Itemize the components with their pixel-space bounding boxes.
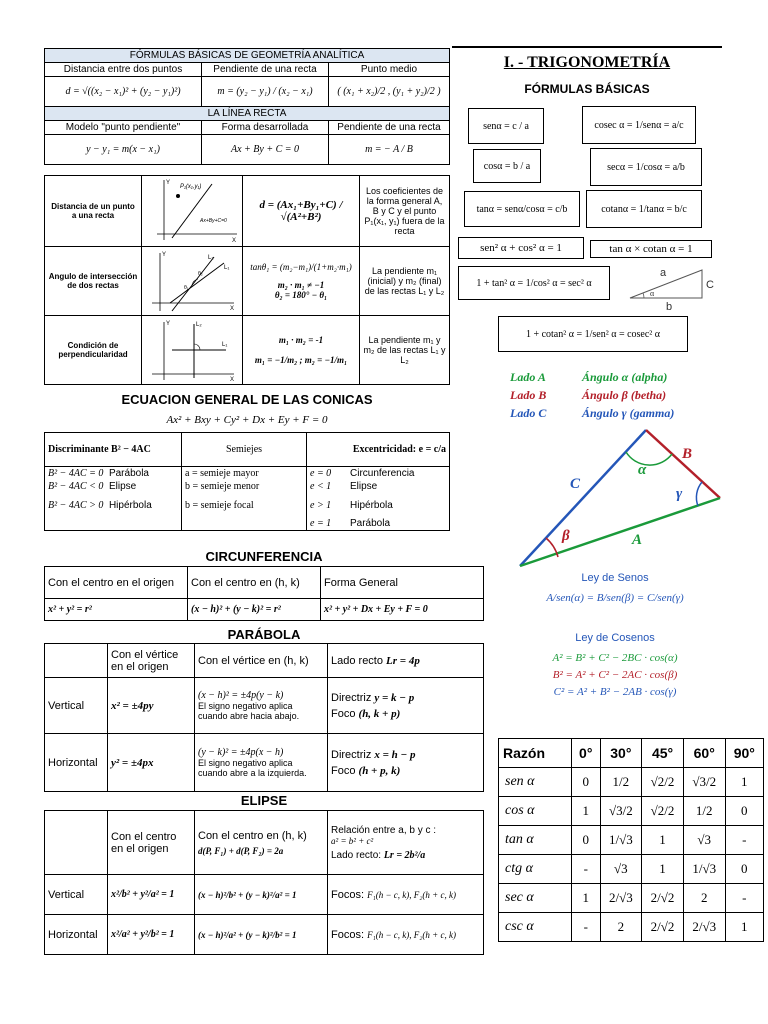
table-header-90: 90° [725,739,763,768]
conic-econd: e < 1 [310,481,332,492]
ratio-value: 1 [642,826,684,855]
parabola-title: PARÁBOLA [227,627,301,642]
law-of-cosines-title: Ley de Cosenos [575,632,655,644]
ellipse-relation-formula: a² = b² + c² [331,835,374,846]
right-triangle-diagram [626,262,720,312]
parabola-vertical-vertex [195,678,328,734]
sin-definition: senα = c / a [468,108,544,144]
ellipse-origin-header: Con el centro en el origen [108,811,195,875]
triangle-alpha: α [638,462,647,478]
ellipse-definition: d(P, F₁) + d(P, F₂) = 2a [198,845,284,856]
oblique-triangle-diagram [506,418,728,574]
ellipse-vertical-label: Vertical [45,875,108,915]
intersection-angle-note: La pendiente m₁ (inicial) y m₂ (final) de las rectas L₁ y L₂ [360,247,450,316]
ratio-value: 0 [725,855,763,884]
ratio-value: √2/2 [642,797,684,826]
table-row [499,884,764,913]
line-slope-formula: m = − A / B [329,135,450,165]
parabola-horizontal-formula: (y − k)² = ±4p(x − h) [198,747,284,758]
ellipse-center-header: Con el centro en (h, k) [198,829,307,842]
conic-row-4-ecc [307,517,450,531]
circle-center-header: Con el centro en (h, k) [188,567,321,599]
triangle-side-a: A [632,532,643,548]
ratio-value: 1/√3 [683,855,725,884]
ellipse-horizontal-center: (x − h)²/a² + (y − k)²/b² = 1 [195,915,328,955]
perpendicular-formulas [243,316,360,385]
conic-semi: a = semieje mayor [182,467,307,481]
point-line-distance-diagram [142,176,243,247]
ratio-value: √3 [683,826,725,855]
ellipse-horizontal-label: Horizontal [45,915,108,955]
circle-title: CIRCUNFERENCIA [205,549,323,564]
directrix-formula: y = k − p [374,691,415,704]
ratio-value: 1 [725,913,763,942]
focus-formula: (h + p, k) [358,764,401,777]
svg-text:X: X [230,306,235,312]
focus-label: Foco [331,764,356,777]
ratio-value: 1 [572,797,601,826]
svg-text:θ₁: θ₁ [184,285,189,291]
side-a-label: Lado A [510,370,546,384]
svg-text:X: X [230,377,235,382]
triangle-side-b: B [682,446,693,462]
circle-origin-header: Con el centro en el origen [45,567,188,599]
cos-definition: cosα = b / a [473,149,541,183]
conic-name: Parábola [108,468,149,479]
focus-formula: (h, k + p) [358,707,401,720]
point-slope-formula: y − y₁ = m(x − x₁) [45,135,202,165]
conic-name: Hipérbola [108,499,152,511]
parabola-horizontal-vertex [195,734,328,792]
ratio-value: 2 [683,884,725,913]
table-header-60: 60° [683,739,725,768]
general-form-header: Forma desarrollada [202,121,329,135]
ellipse-vertical-origin: x²/b² + y²/a² = 1 [108,875,195,915]
angle-gamma-label: Ángulo γ (gamma) [582,406,675,420]
law-of-cosines-1: A² = B² + C² − 2BC · cos(α) [552,652,678,664]
ratio-value: 2/√2 [642,913,684,942]
tan-sec-identity: 1 + tan² α = 1/cos² α = sec² α [458,266,610,300]
parabola-horizontal-note: El signo negativo aplica cuando abre a la izquierda. [198,758,307,778]
distance-formula: d = √((x₂ − x₁)² + (y₂ − y₁)²) [45,77,202,107]
ellipse-title: ELIPSE [240,793,288,808]
svg-text:L₁: L₁ [224,265,230,271]
conic-row-3-ecc [307,493,450,517]
triangle-gamma: γ [676,486,683,502]
ratio-value: 2 [600,913,642,942]
conic-row-1-ecc [307,467,450,481]
foci-label: Focos: [331,928,365,941]
ellipse-vertical-foci [328,875,484,915]
triangle-a-label: a [660,267,667,279]
point-line-distance-formula: d = (Ax₁+By₁+C) / √(A²+B²) [243,176,360,247]
semiaxes-header: Semiejes [182,433,307,467]
point-line-distance-label: Distancia de un punto a una recta [45,176,142,247]
ratio-value: 2/√2 [642,884,684,913]
circle-origin-formula: x² + y² = r² [45,599,188,621]
ratio-value: 0 [572,826,601,855]
circle-center-formula: (x − h)² + (y − k)² = r² [188,599,321,621]
triangle-beta: β [562,528,570,544]
ratio-value: 2/√3 [600,884,642,913]
geometry-section [44,48,450,385]
foci-formula: F₁(h − c, k), F₂(h + c, k) [367,929,456,940]
perpendicular-graph [142,316,242,382]
ratio-value: 1/2 [683,797,725,826]
conic-ename: Elipse [350,481,378,492]
ellipse-table [44,810,484,955]
svg-text:L₂: L₂ [208,255,214,261]
perpendicular-slopes: m₁ = −1/m₂ ; m₂ = −1/m₁ [254,355,348,365]
theta2-formula: θ₂ = 180° − θ₁ [274,290,328,300]
focus-label: Foco [331,707,356,720]
tan-definition: tanα = senα/cosα = c/b [464,191,580,227]
trig-values-table [498,738,764,942]
law-of-sines-formula: A/sen(α) = B/sen(β) = C/sen(γ) [546,592,684,604]
midpoint-header: Punto medio [329,63,450,77]
parabola-horizontal-origin: y² = ±4px [108,734,195,792]
parabola-corner [45,644,108,678]
cotan-definition: cotanα = 1/tanα = b/c [586,190,702,228]
triangle-side-c: C [570,476,581,492]
ratio-name: cos α [499,797,572,826]
ellipse-horizontal-foci [328,915,484,955]
trig-top-rule [452,46,722,48]
ratio-name: ctg α [499,855,572,884]
perpendicular-diagram [142,316,243,385]
angle-beta-label: Ángulo β (betha) [582,388,667,402]
parabola-horizontal-directrix [328,734,484,792]
parabola-vertical-note: El signo negativo aplica cuando abre hacia abajo. [198,701,300,721]
conic-row-2-cond [45,480,182,493]
slope-product-condition: m₂ · m₁ ≠ −1 [277,280,325,290]
perpendicular-label: Condición de perpendicularidad [45,316,142,385]
directrix-label: Directriz [331,748,372,761]
conic-econd: e > 1 [310,499,332,511]
sides-legend [510,370,730,424]
ratio-name: sec α [499,884,572,913]
legend-row-b [510,388,730,406]
ratio-value: 1/2 [600,768,642,797]
triangle-alpha-label: α [650,289,655,298]
table-row [499,826,764,855]
table-header-0: 0° [572,739,601,768]
conic-row-1-cond [45,467,182,481]
circle-general-formula: x² + y² + Dx + Ey + F = 0 [321,599,484,621]
point-slope-header: Modelo "punto pendiente" [45,121,202,135]
circle-general-header: Forma General [321,567,484,599]
conic-cond: B² − 4AC = 0 [48,468,104,479]
svg-text:Ax+By+C=0: Ax+By+C=0 [200,218,227,224]
parabola-lr-label: Lado recto [331,654,383,667]
conic-ename: Parábola [350,518,391,529]
svg-text:θ₂: θ₂ [198,271,203,277]
triangle-c-label: C [706,279,714,291]
ellipse-corner [45,811,108,875]
conic-semi: b = semieje menor [182,480,307,493]
ratio-value: √3/2 [683,768,725,797]
distance-header: Distancia entre dos puntos [45,63,202,77]
ratio-value: 1/√3 [600,826,642,855]
table-row [499,913,764,942]
ratio-name: sen α [499,768,572,797]
analytic-geometry-table [44,48,450,165]
legend-row-a [510,370,730,388]
point-line-graph [142,176,242,244]
directrix-formula: x = h − p [374,748,416,761]
conics-equation: Ax² + Bxy + Cy² + Dx + Ey + F = 0 [166,414,328,426]
conic-row-4-semi [182,517,307,531]
parabola-lr-cell [328,644,484,678]
geometry-title: FÓRMULAS BÁSICAS DE GEOMETRÍA ANALÍTICA [45,49,450,63]
conic-name: Elipse [108,481,137,492]
angle-alpha-label: Ángulo α (alpha) [582,370,668,384]
cotan-cosec-identity: 1 + cotan² α = 1/sen² α = cosec² α [498,316,688,352]
side-c-label: Lado C [510,406,547,420]
parabola-vertical-label: Vertical [45,678,108,734]
ellipse-lr-label: Lado recto: [331,849,382,861]
ratio-value: - [725,826,763,855]
svg-text:X: X [232,238,237,244]
pythagorean-identity: sen² α + cos² α = 1 [458,237,584,259]
ratio-value: 2/√3 [683,913,725,942]
foci-label: Focos: [331,888,365,901]
line-slope-header: Pendiente de una recta [329,121,450,135]
ratio-name: csc α [499,913,572,942]
parabola-origin-header: Con el vértice en el origen [108,644,195,678]
ellipse-lr-formula: Lr = 2b²/a [383,849,426,861]
perpendicular-product: m₁ · m₂ = -1 [278,335,324,345]
conic-row-4-cond [45,517,182,531]
intersection-angle-formulas [243,247,360,316]
parabola-vertical-directrix [328,678,484,734]
parabola-vertex-header: Con el vértice en (h, k) [195,644,328,678]
ratio-value: - [572,913,601,942]
ratio-name: tan α [499,826,572,855]
parabola-vertical-formula: (x − h)² = ±4p(y − k) [198,690,284,701]
ratio-value: 1 [725,768,763,797]
conic-econd: e = 0 [310,468,332,479]
svg-text:L₂: L₂ [196,322,202,328]
conic-cond: B² − 4AC > 0 [48,499,104,511]
slope-header: Pendiente de una recta [202,63,329,77]
trig-subtitle: FÓRMULAS BÁSICAS [524,82,650,96]
table-header-45: 45° [642,739,684,768]
slope-formula: m = (y₂ − y₁) / (x₂ − x₁) [202,77,329,107]
ratio-value: √3 [600,855,642,884]
line-properties-table [44,175,450,385]
perpendicular-note: La pendiente m₁ y m₂ de las rectas L₁ y L₂ [360,316,450,385]
table-row [499,855,764,884]
line-title: LA LÍNEA RECTA [45,107,450,121]
svg-text:L₁: L₁ [222,342,228,348]
triangle-b-label: b [666,301,673,312]
conic-econd: e = 1 [310,518,332,529]
tan-cotan-identity: tan α × cotan α = 1 [590,240,712,258]
table-header-ratio: Razón [499,739,572,768]
svg-text:Y: Y [166,180,171,186]
table-row [499,768,764,797]
conic-semi: b = semieje focal [182,493,307,517]
side-b-label: Lado B [510,388,547,402]
conics-table [44,432,450,531]
parabola-lr-formula: Lr = 4p [386,654,420,667]
ratio-value: - [725,884,763,913]
trig-title: I. - TRIGONOMETRÍA [503,54,671,71]
ellipse-relation-cell [328,811,484,875]
ellipse-horizontal-origin: x²/a² + y²/b² = 1 [108,915,195,955]
table-row [499,797,764,826]
conic-row-3-cond [45,493,182,517]
ratio-value: √3/2 [600,797,642,826]
ratio-value: - [572,855,601,884]
angle-graph [142,247,242,313]
conic-cond: B² − 4AC < 0 [48,481,104,492]
ellipse-vertical-center: (x − h)²/b² + (y − k)²/a² = 1 [195,875,328,915]
discriminant-header: Discriminante B² − 4AC [45,433,182,467]
ratio-value: 1 [642,855,684,884]
foci-formula: F₁(h − c, k), F₂(h + c, k) [367,889,456,900]
ratio-value: √2/2 [642,768,684,797]
eccentricity-header: Excentricidad: e = c/a [307,433,450,467]
law-of-sines-title: Ley de Senos [581,572,649,584]
ratio-value: 0 [725,797,763,826]
midpoint-formula: ( (x₁ + x₂)/2 , (y₁ + y₂)/2 ) [329,77,450,107]
svg-text:Y: Y [162,252,167,258]
parabola-horizontal-label: Horizontal [45,734,108,792]
sec-definition: secα = 1/cosα = a/b [590,148,702,186]
svg-text:Y: Y [166,321,171,327]
svg-text:P₁(x₁,y₁): P₁(x₁,y₁) [180,184,202,190]
law-of-cosines-2: B² = A² + C² − 2AC · cos(β) [552,669,678,681]
tan-theta-formula: tanθ₁ = (m₂−m₁)/(1+m₂·m₁) [250,262,352,272]
parabola-table [44,643,484,792]
table-header-30: 30° [600,739,642,768]
intersection-angle-label: Angulo de intersección de dos rectas [45,247,142,316]
circle-table [44,566,484,621]
directrix-label: Directriz [331,691,372,704]
conic-ename: Circunferencia [350,468,415,479]
conic-ename: Hipérbola [350,499,393,511]
point-line-distance-note: Los coeficientes de la forma general A, B y C y el punto P₁(x₁, y₁) fuera de la recta [360,176,450,247]
ratio-value: 0 [572,768,601,797]
intersection-angle-diagram [142,247,243,316]
conics-title: ECUACION GENERAL DE LAS CONICAS [121,392,373,407]
parabola-vertical-origin: x² = ±4py [108,678,195,734]
ratio-value: 1 [572,884,601,913]
cosec-definition: cosec α = 1/senα = a/c [582,106,696,144]
conic-row-2-ecc [307,480,450,493]
ellipse-center-cell [195,811,328,875]
law-of-cosines-3: C² = A² + B² − 2AB · cos(γ) [553,686,677,698]
general-form-formula: Ax + By + C = 0 [202,135,329,165]
ellipse-relation-label: Relación entre a, b y c : [331,824,437,836]
